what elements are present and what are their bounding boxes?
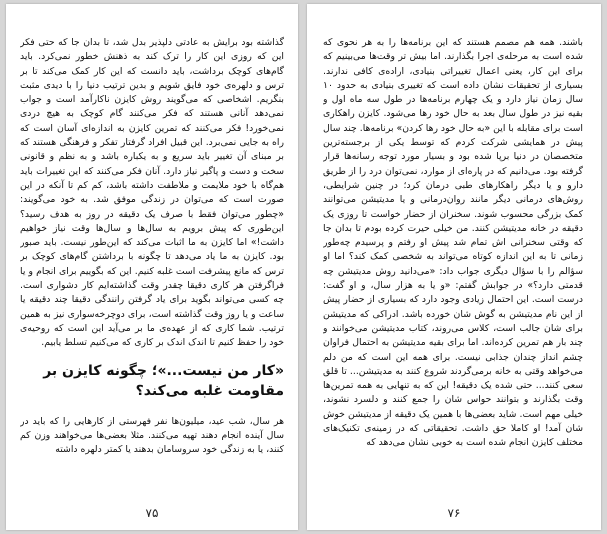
page-number-right: ۷۶ [447,506,461,520]
left-page [6,4,298,530]
right-paragraph-1: باشند. همه هم مصمم هستند که این برنامه‌ها را به هر نحوی که شده است به مرحله‌ی اجرا بگذارند. اما بیش تر وقت‌ها می‌بینیم که برای این کار، یعنی اعمال تغییراتی بنیادی، اراده‌ی کافی ندارند. بسیاری از تحقیقات نشان داده است که تغییری بنیادی به حدود ۱۰ سال زمان نیاز دارد و یک چهارم برنامه‌ها در طول سه ماه اول و بقیه نیز در طول سال بعد به حال خود رها می‌شود. کایزن راهکاری است برای مقابله با این «به حال خود رها کردن» برنامه‌ها. چند سال پیش در همایشی شرکت کردم که توسط یکی از برجسته‌ترین متخصصان در دنیا برپا شده بود و بسیار مورد توجه رسانه‌ها قرار گرفته بود. می‌دانیم که در پاره‌ای از موارد، نمی‌توان درد را از طریق دارو و یا دیگر راهکارهای طبی درمان کرد؛ در چنین شرایطی، روش‌های درمانی دیگر مانند روان‌درمانی و یا مدیتیشن می‌توانند کمک بزرگی محسوب شوند. سخنران از حضار خواست تا روزی یک دقیقه در خانه مدیتیشن کنند. من خیلی حیرت کرده بودم تا بدان جا که وقتی سخنرانی اش تمام شد پیش او رفتم و پرسیدم چه‌طور زمانی تا به این اندازه کوتاه می‌تواند به شخصی کمک کند؟ اما او سؤالم را با سؤال دیگری جواب داد: «می‌دانید روش مدیتیشن چه قدمتی دارد؟» در جوابش گفتم: «و یا به هزار سال، و او گفت: درست است. این احتمال زیادی وجود دارد که بسیاری از حضار پیش از این نام مدیتیشن به گوش شان خورده باشد. ادراکی که مدیتیشن برای شان جالب است، کلاس می‌روند، کتاب مدیتیشن می‌خوانند و چند بار هم تمرین کرده‌اند. اما برای بقیه مدیتیشن به احتمال فراوان چشم انداز چندان جذابی نیست. برای همه این است که من دلم می‌خواهد وقتی به خانه برمی‌گردند شروع کنند به مدیتیشن... تا قلق سعی کنند... حتی شده یک دقیقه! این که به تنهایی به همه تمرین‌ها وقت بگذارند و بتوانند حواس شان را جمع کنند و دلسرد نشوند، خیلی مهم است. شاید بعضی‌ها با همین یک دقیقه از مدیتیشن خوش شان آمد! او کاملا حق داشت. تحقیقاتی که در زمینه‌ی تکنیک‌های مختلف کایزن انجام شده است به خوبی نشان می‌دهد که [323,37,583,449]
section-heading: «کار من نیست...»؛ چگونه کایزن بر مقاومت غلبه می‌کند؟ [43,362,284,399]
right-page-body [323,36,583,451]
left-paragraph-2: هر سال، شب عید، میلیون‌ها نفر فهرستی از کارهایی را که باید در سال آینده انجام دهند تهیه می‌کنند. مثلا بعضی‌ها می‌خواهند وزن کم کنند، یا به زندگی خود سروسامان بدهند یا کمتر دلهره داشته [20,415,284,456]
left-page-body [20,36,284,457]
right-page [307,4,601,530]
left-paragraph-1: گذاشته بود برایش به عادتی دلپذیر بدل شد، تا بدان جا که حتی فکر این که روزی این کار را ترک کند به ذهنش خطور نمی‌کرد. باید گام‌های کوچک برداشت، باید دانست که این کار کمک می‌کند تا بر ترس و دلهره‌ی خود فایق شویم و بدین ترتیب دنیا را با دیدی مثبت بنگریم. اشخاصی که می‌گویند روش کایزن نا‌کارآمد است و جواب نمی‌دهد آنانی هستند که فکر می‌کنند گام کوچک به هیچ دردی نمی‌خورد! فکر می‌کنند که تمرین کایزن به اندازه‌ای آسان است که راه به جایی نمی‌برد. این قبیل افراد گرفتار تفکر و فرهنگی هستند که بر مبنای آن تغییر باید سریع و به یکباره باشد و به نظم و قانونی سخت و دست و پاگیر نیاز دارد. آنان فکر می‌کنند که این تغییرات باید هم‌گاه با خود ملایمت و ملاطفت داشته باشد، کم کم تا آنکه در این صورت است که می‌توان در زندگی موفق شد. به خود می‌گویند: «چطور می‌توان فقط با صرف یک دقیقه در روز به هدف رسید؟ این‌طوری که پیش برویم به سال‌ها و سال‌ها وقت نیاز خواهیم داشت!» اما کایزن به ما اثبات می‌کند که این‌طور نیست. باید صبور بود. کایزن به ما یاد می‌دهد تا چگونه با برداشتن گام‌های کوچک بر ترس که مانع پیشرفت است غلبه کنیم. این که بگوییم برای انجام و یا فراگرفتن هر کاری دقیقا چقدر وقت گذاشته‌ایم کار دشواری است. چه کسی می‌تواند بگوید برای یاد گرفتن رانندگی دقیقا چند دقیقه یا ساعت و یا روز وقت گذاشته است، برای دوچرخه‌سواری نیز به همین ترتیب. شما کاری که از عهده‌ی ما بر می‌آید این است که روحیه‌ی خود را حفظ کنیم تا اندک اندک بر کاری که می‌کنیم تسلط یابیم. [20,37,284,349]
page-number-left: ۷۵ [145,506,159,520]
